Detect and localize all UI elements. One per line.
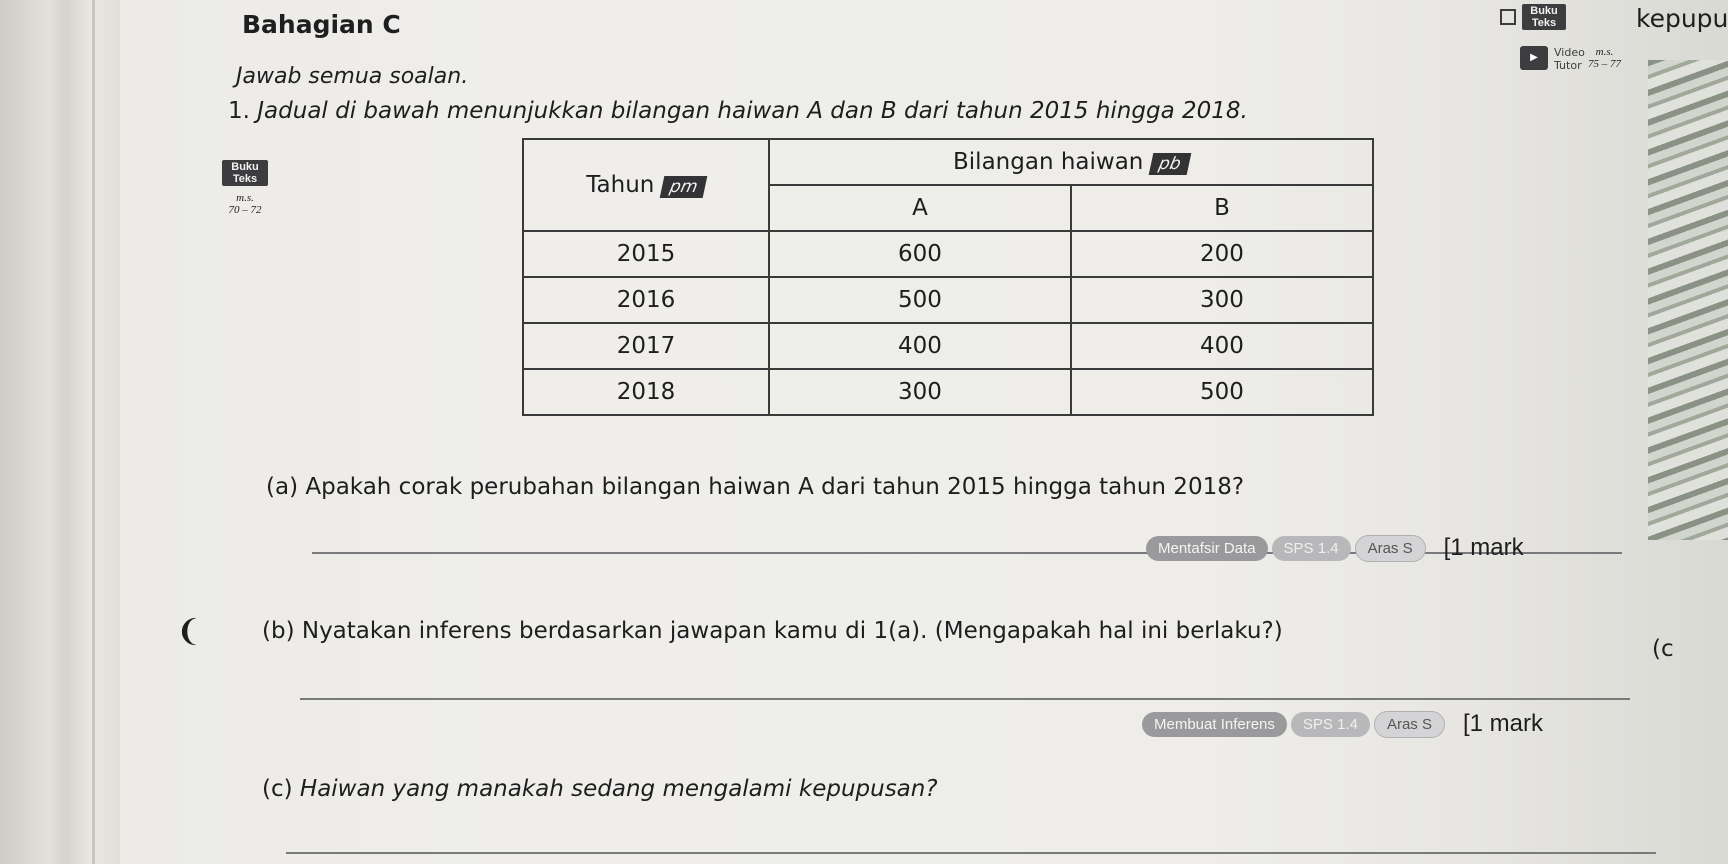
col-b-header: B [1071,185,1373,231]
year-cell: 2016 [523,277,769,323]
video-tutor-icon: ▶ [1520,46,1548,70]
header-count [769,139,1373,185]
cut-word: kepupu [1636,4,1728,33]
page-ref-value-left: 70 – 72 [228,204,262,216]
marks-label: [1 mark [1443,534,1524,561]
part-b-answer-line[interactable] [300,698,1630,700]
page-ref-value: 75 – 77 [1588,58,1621,70]
header-year [523,139,769,231]
question-stem: Jadual di bawah menunjukkan bilangan haiwan A dan B dari tahun 2015 hingga 2018. [257,98,1248,124]
header-year-text: Tahun [586,172,655,198]
skill-badge: Mentafsir Data [1146,536,1268,561]
question-1-text [228,98,1248,124]
tag-pb: pb [1149,153,1191,175]
table-row [523,277,1373,323]
part-c-answer-line[interactable] [286,852,1656,854]
question-number: 1. [228,98,250,124]
qr-code-icon [1500,9,1516,25]
part-b-skill-row [1142,710,1543,738]
part-b-text: Nyatakan inferens berdasarkan jawapan kamu di 1(a). (Mengapakah hal ini berlaku?) [301,618,1283,644]
skill-badge: Membuat Inferens [1142,712,1287,737]
page-ref-label: m.s. [1595,46,1614,58]
page-reference-top [1588,46,1621,70]
table-row [523,323,1373,369]
a-cell: 400 [769,323,1071,369]
margin-bracket: ❨ [176,614,202,649]
part-b-question [262,618,1283,644]
code-badge: SPS 1.4 [1272,536,1351,561]
b-cell: 400 [1071,323,1373,369]
b-cell: 300 [1071,277,1373,323]
margin-reference [222,160,268,216]
part-c-question [262,776,938,802]
part-a-skill-row [1146,534,1524,562]
year-cell: 2015 [523,231,769,277]
part-a-label: (a) [266,474,299,500]
tag-pm: pm [660,176,708,198]
a-cell: 500 [769,277,1071,323]
video-label: Video Tutor [1554,46,1585,72]
year-cell: 2017 [523,323,769,369]
part-c-text: Haiwan yang manakah sedang mengalami kepupusan? [299,776,938,802]
b-cell: 200 [1071,231,1373,277]
a-cell: 600 [769,231,1071,277]
part-a-text: Apakah corak perubahan bilangan haiwan A dari tahun 2015 hingga tahun 2018? [305,474,1245,500]
page-ref-label-left: m.s. [236,192,254,204]
table-row [523,369,1373,415]
instruction-text: Jawab semua soalan. [236,64,469,89]
cut-text: (c [1652,636,1674,662]
book-binding [0,0,120,864]
marks-label: [1 mark [1462,710,1543,737]
animal-count-table [522,138,1374,416]
level-badge: Aras S [1374,711,1445,738]
textbook-tag: Buku Teks [1522,4,1566,30]
video-reference [1520,46,1621,72]
b-cell: 500 [1071,369,1373,415]
adjacent-page-photo [1648,60,1728,540]
part-b-label: (b) [262,618,295,644]
section-title: Bahagian C [242,10,401,39]
part-c-label: (c) [262,776,293,802]
top-right-reference [1500,4,1566,30]
header-count-text: Bilangan haiwan [953,149,1144,175]
col-a-header: A [769,185,1071,231]
table-row [523,231,1373,277]
textbook-tag-left: Buku Teks [222,160,268,186]
year-cell: 2018 [523,369,769,415]
part-a-question [266,474,1244,500]
a-cell: 300 [769,369,1071,415]
code-badge: SPS 1.4 [1291,712,1370,737]
level-badge: Aras S [1355,535,1426,562]
